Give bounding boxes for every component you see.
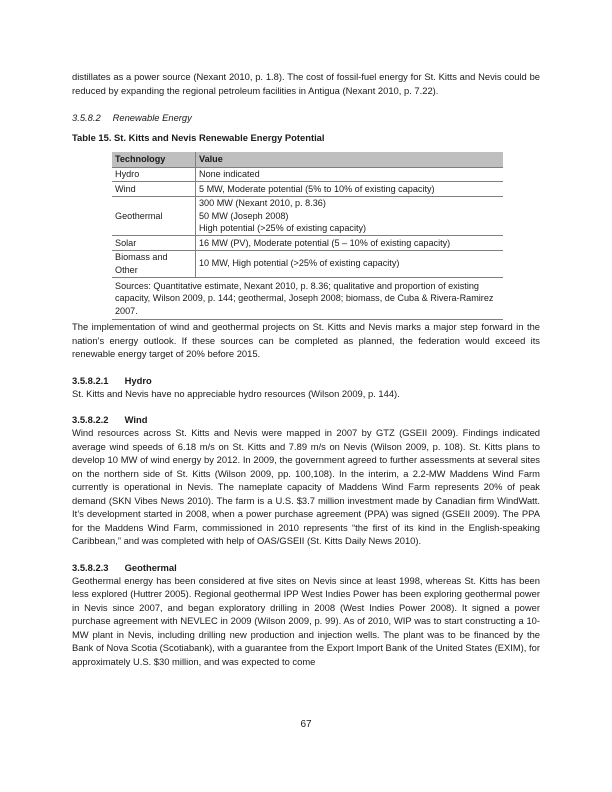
value-cell bbox=[196, 196, 504, 236]
subsection-title: Wind bbox=[124, 414, 148, 425]
table-caption: Table 15. St. Kitts and Nevis Renewable Energy Potential bbox=[72, 132, 325, 143]
geothermal-paragraph: Geothermal energy has been considered at five sites on Nevis since at least 1998, whereas St. Kitts has been less explored (Huttrer 2005). Regional geothermal IPP West Indies Power has been exploring geothermal power in Nevis since 2007, and began exploratory drilling in 2008 (West Indies Power 2008). It signed a power purchase agreement with NEVLEC in 2009 (Wilson 2009, p. 99). As of 2010, WIP was to start constructing a 10-MW plant in Nevis, including drilling new production and injection wells. The plant was to be financed by the Bank of Nova Scotia (Scotiabank), with a guarantee from the Export Import Bank of the United States (EXIM), for approximately U.S. $30 million, and was expected to come bbox=[72, 574, 540, 667]
value-cell: 10 MW, High potential (>25% of existing capacity) bbox=[196, 250, 504, 277]
table-sources: Sources: Quantitative estimate, Nexant 2010, p. 8.36; qualitative and proportion of existing capacity, Wilson 2009, p. 144; geothermal, Joseph 2008; biomass, de Cuba & Rivera-Ramirez 2007. bbox=[112, 277, 503, 320]
value-cell: 5 MW, Moderate potential (5% to 10% of existing capacity) bbox=[196, 182, 504, 197]
table-header-row bbox=[112, 152, 503, 167]
column-header-technology: Technology bbox=[112, 152, 196, 167]
value-cell: 16 MW (PV), Moderate potential (5 – 10% of existing capacity) bbox=[196, 236, 504, 251]
subsection-heading-geothermal bbox=[72, 561, 540, 574]
table-row bbox=[112, 167, 503, 182]
table-sources-row bbox=[112, 277, 503, 320]
table-row bbox=[112, 236, 503, 251]
section-number: 3.5.8.2 bbox=[72, 112, 101, 123]
subsection-heading-hydro bbox=[72, 374, 540, 387]
subsection-number: 3.5.8.2.1 bbox=[72, 374, 109, 386]
subsection-number: 3.5.8.2.2 bbox=[72, 414, 109, 425]
technology-cell: Hydro bbox=[112, 167, 196, 182]
table-row bbox=[112, 196, 503, 236]
subsection-title: Hydro bbox=[124, 374, 152, 386]
table-row bbox=[112, 250, 503, 277]
subsection-number: 3.5.8.2.3 bbox=[72, 561, 109, 573]
value-line: 300 MW (Nexant 2010, p. 8.36) bbox=[199, 198, 326, 208]
technology-cell: Solar bbox=[112, 236, 196, 251]
wind-paragraph: Wind resources across St. Kitts and Nevis were mapped in 2007 by GTZ (GSEII 2009). Findings indicated average wind speeds of 6.18 m/s on St. Kitts and 7.89 m/s on Nevis (Wilson 2009, p. 108). St. Kitts plans to develop 10 MW of wind energy by 2012. In 2009, the government agreed to further assessments at several sites on the northern side of St. Kitts (Wilson 2009, pp. 100,108). In the interim, a 2.2-MW Maddens Wind Farm currently is operational in Nevis. The nameplate capacity of Maddens Wind Farm represents 20% of peak demand (SKN Vibes News 2010). The farm is a U.S. $3.7 million investment made by Canadian firm WindWatt. It’s development started in 2008, when a power purchase agreement (PPA) was signed (GSEII 2009). The PPA for the Maddens Wind Farm, commissioned in 2010 represents “the first of its kind in the English-speaking Caribbean,” and was completed with help of OAS/GSEII (St. Kitts Daily News 2010). bbox=[72, 427, 540, 546]
intro-paragraph: distillates as a power source (Nexant 2010, p. 1.8). The cost of fossil-fuel energy for St. Kitts and Nevis could be reduced by expanding the regional petroleum facilities in Antigua (Nexant 2010, p. 7.22). bbox=[72, 71, 540, 96]
technology-cell: Wind bbox=[112, 182, 196, 197]
renewable-energy-table bbox=[112, 152, 503, 320]
subsection-heading-wind bbox=[72, 413, 540, 426]
hydro-paragraph: St. Kitts and Nevis have no appreciable hydro resources (Wilson 2009, p. 144). bbox=[72, 387, 400, 399]
technology-cell: Geothermal bbox=[112, 196, 196, 236]
column-header-value: Value bbox=[196, 152, 504, 167]
value-line: High potential (>25% of existing capacity) bbox=[199, 223, 367, 233]
page-number: 67 bbox=[300, 719, 312, 730]
value-cell: None indicated bbox=[196, 167, 504, 182]
implementation-paragraph: The implementation of wind and geothermal projects on St. Kitts and Nevis marks a major step forward in the nation’s energy outlook. If these sources can be completed as planned, the federation would exceed its renewable energy target of 20% before 2015. bbox=[72, 321, 540, 359]
section-heading-renewable-energy bbox=[72, 111, 540, 124]
table-row bbox=[112, 182, 503, 197]
technology-cell: Biomass and Other bbox=[112, 250, 196, 277]
value-line: 50 MW (Joseph 2008) bbox=[199, 210, 289, 221]
section-title: Renewable Energy bbox=[112, 112, 192, 123]
subsection-title: Geothermal bbox=[124, 561, 177, 573]
document-page bbox=[72, 70, 540, 668]
